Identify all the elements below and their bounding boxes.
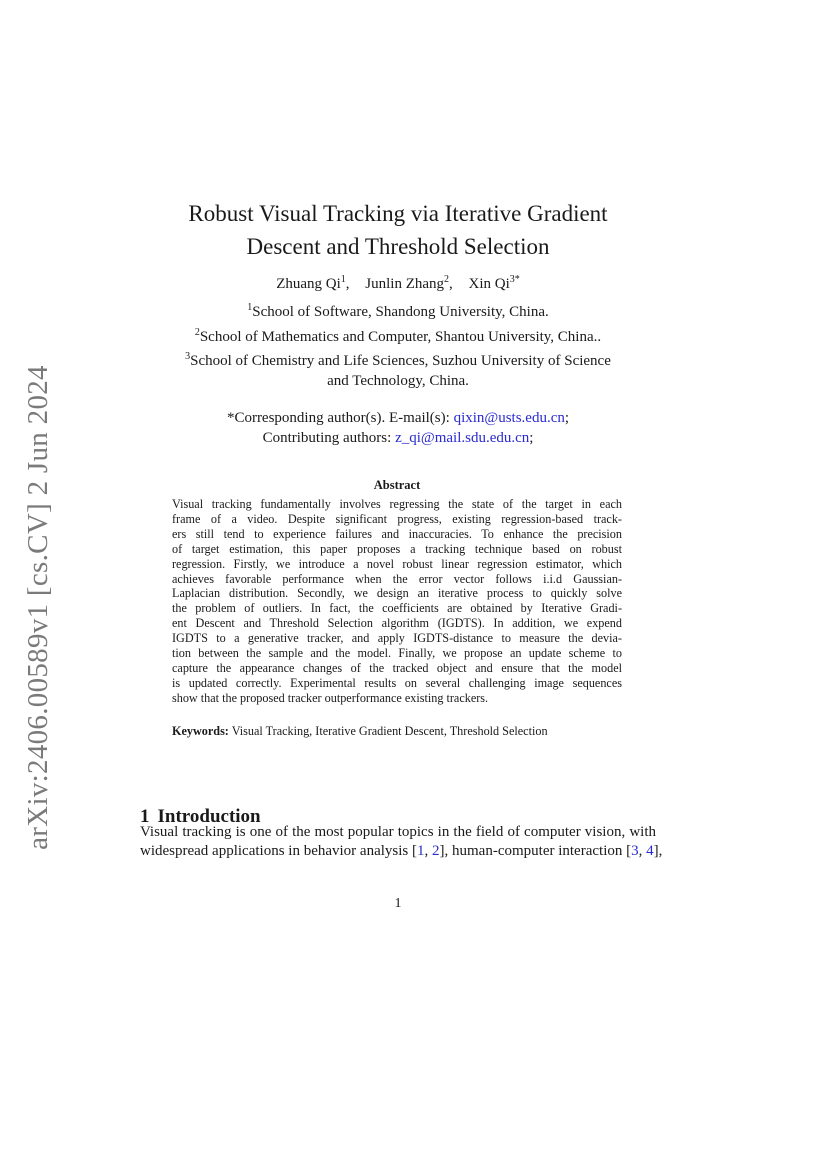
title-line-2: Descent and Threshold Selection <box>246 234 550 260</box>
affiliation-2-text: School of Mathematics and Computer, Shantou University, China.. <box>199 328 602 345</box>
abstract-line-2: frame of a video. Despite significant progress, existing regression-based track- <box>172 511 622 526</box>
abstract-line-10: IGDTS to a generative tracker, and apply IGDTS-distance to measure the devia- <box>172 631 622 646</box>
page-number: 1 <box>394 896 402 911</box>
section-number: 1 <box>140 805 150 827</box>
affiliation-1-text: School of Software, Shandong University, China. <box>252 304 549 320</box>
citation-link-3[interactable]: 3 <box>631 843 639 859</box>
abstract-line-7: Laplacian distribution. Secondly, we design an iterative process to quickly solve <box>172 586 622 601</box>
affiliation-3 <box>120 347 676 372</box>
arxiv-stamp-text: arXiv:2406.00589v1 [cs.CV] 2 Jun 2024 <box>21 364 54 850</box>
affiliation-3-text: School of Chemistry and Life Sciences, Suzhou University of Science <box>190 353 611 369</box>
affiliation-1-sup: 1 <box>247 302 253 313</box>
corresponding-author-label: *Corresponding author(s). E-mail(s): <box>226 410 454 426</box>
abstract-line-4: of target estimation, this paper proposes a tracking technique based on robust <box>172 541 622 556</box>
abstract-heading: Abstract <box>373 478 421 492</box>
corresponding-author-line <box>120 408 676 428</box>
contributing-authors-line <box>120 428 676 448</box>
affiliation-3-sup: 3 <box>185 351 191 362</box>
intro-line-2-end: ], <box>653 843 663 859</box>
citation-link-4[interactable]: 4 <box>646 843 654 859</box>
abstract-line-11: tion between the sample and the model. Finally, we propose an update scheme to <box>172 646 622 661</box>
keywords-label: Keywords: <box>172 724 229 738</box>
intro-line-2-start: widespread applications in behavior analysis [ <box>140 843 418 859</box>
section-title: Introduction <box>157 805 261 827</box>
affiliation-3-text-continued: and Technology, China. <box>327 372 469 389</box>
corresponding-author-suffix: ; <box>564 410 570 426</box>
author-3-name: Xin Qi <box>468 276 510 292</box>
keywords-text: Visual Tracking, Iterative Gradient Descent, Threshold Selection <box>228 724 548 738</box>
corresponding-email-link[interactable]: qixin@usts.edu.cn <box>453 410 565 426</box>
citation-separator-2: , <box>638 843 647 859</box>
author-1-name: Zhuang Qi <box>276 276 341 292</box>
author-2: Junlin Zhang$^2$, <box>365 274 453 292</box>
abstract-line-14: show that the proposed tracker outperformance existing trackers. <box>172 690 489 705</box>
abstract-line-8: the problem of outliers. In fact, the coefficients are obtained by Iterative Gradi- <box>172 601 622 616</box>
intro-line-1: Visual tracking is one of the most popular topics in the field of computer vision, with <box>140 824 656 840</box>
author-list <box>120 270 676 294</box>
abstract-line-3: ers still tend to experience failures and inaccuracies. To enhance the precision <box>172 526 622 541</box>
author-3-sup: 3* <box>509 274 520 285</box>
intro-line-2-middle: ], human-computer interaction [ <box>439 843 632 859</box>
abstract-line-1: Visual tracking fundamentally involves regressing the state of the target in each <box>172 497 622 511</box>
affiliation-2-sup: 2 <box>194 326 200 338</box>
author-1: Zhuang Qi$^1$, <box>276 274 350 292</box>
contributing-authors-label: Contributing authors: <box>262 430 396 446</box>
title-line-1: Robust Visual Tracking via Iterative Gradient <box>188 201 608 227</box>
arxiv-stamp <box>18 364 58 850</box>
paper-title <box>120 197 676 263</box>
affiliations <box>120 298 676 391</box>
affiliation-2 <box>120 323 676 348</box>
contributing-authors-suffix: ; <box>529 430 534 446</box>
abstract-line-6: achieves favorable performance when the error vector follows i.i.d Gaussian- <box>172 571 622 586</box>
author-2-sup: 2 <box>444 274 450 285</box>
abstract-line-9: ent Descent and Threshold Selection algorithm (IGDTS). In addition, we expend <box>172 616 622 631</box>
correspondence <box>120 408 676 448</box>
affiliation-3-continued <box>120 372 676 392</box>
introduction-body <box>140 823 663 861</box>
keywords <box>172 724 622 739</box>
affiliation-1 <box>120 298 676 323</box>
citation-link-1[interactable]: 1 <box>417 843 425 859</box>
abstract-line-13: is updated correctly. Experimental results on several challenging image sequences <box>172 675 622 690</box>
contributing-email-link[interactable]: z_qi@mail.sdu.edu.cn <box>395 430 530 446</box>
author-1-sup: 1 <box>340 274 346 285</box>
abstract-line-5: regression. Firstly, we introduce a novel robust linear regression estimator, which <box>172 556 622 571</box>
citation-separator-1: , <box>424 843 433 859</box>
author-2-name: Junlin Zhang <box>365 276 445 292</box>
intro-line-2 <box>140 842 663 861</box>
abstract-body <box>172 497 622 706</box>
author-3 <box>469 276 520 292</box>
abstract-line-12: capture the appearance changes of the tracked object and ensure that the model <box>172 660 622 675</box>
citation-link-2[interactable]: 2 <box>432 843 440 859</box>
